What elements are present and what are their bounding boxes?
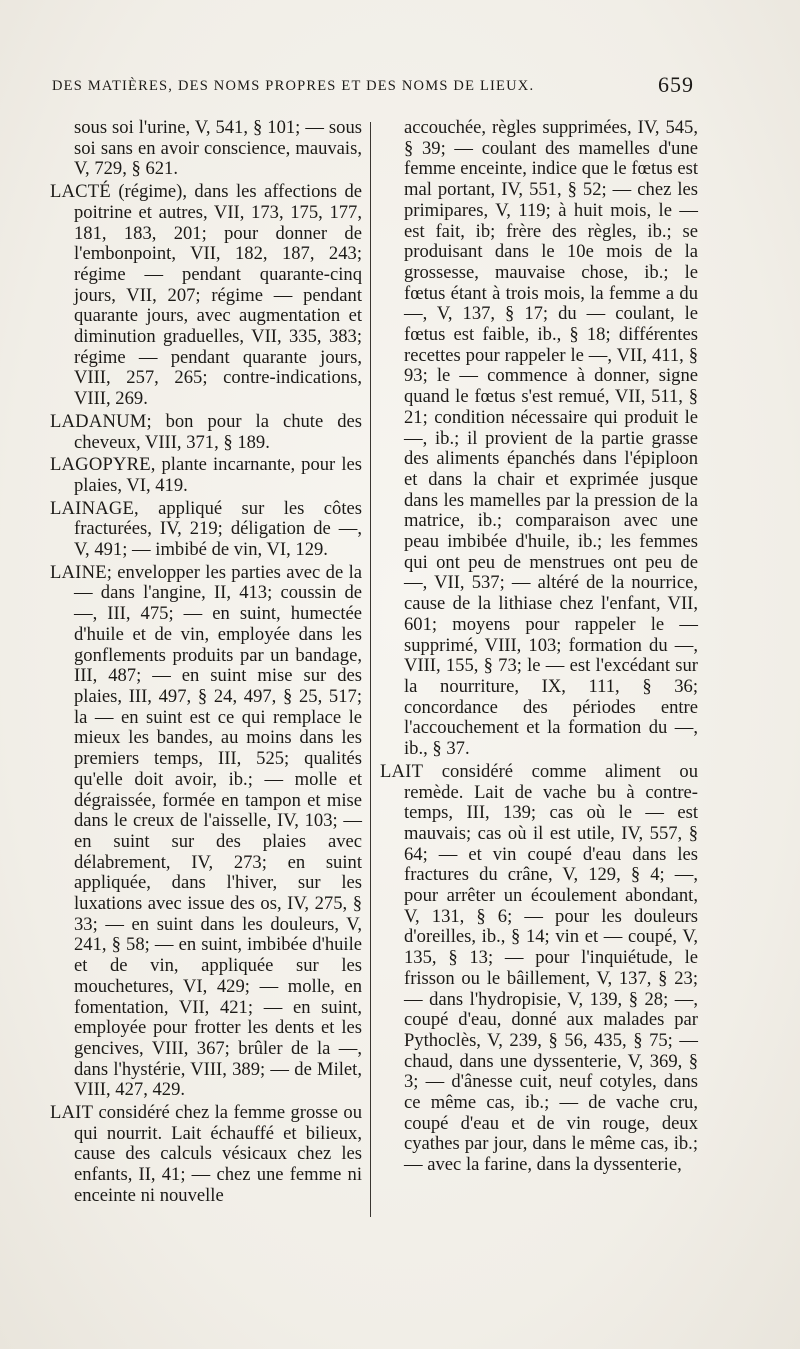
index-entry <box>50 118 362 180</box>
entry-head: LADANUM <box>50 410 147 432</box>
entry-text: ; envelopper les parties avec de la — dans l'angine, II, 413; coussin de —, III, 475; — en suint, humectée d'huile et de vin, employée dans les gonflements produits par un bandage, III, 487; — en suint mise sur des plaies, III, 497, § 24, 497, § 25, 517; la — en suint est ce qui remplace le mieux les bandes, au moins dans les premiers temps, III, 525; qualités qu'elle doit avoir, ib.; — molle et dégraissée, formée en tampon et mise dans le creux de l'aisselle, IV, 103; — en suint sur des plaies avec délabrement, IV, 273; en suint appliquée, dans l'hiver, sur les luxations avec issue des os, IV, 275, § 33; — en suint dans les douleurs, V, 241, § 58; — en suint, imbibée d'huile et de vin, appliquée sur les mouchetures, VI, 429; — molle, en fomentation, VII, 421; — en suint, employée pour frotter les dents et les gencives, VIII, 367; brûler de la —, dans l'hystérie, VIII, 389; — de Milet, VIII, 427, 429. <box>74 561 362 1101</box>
entry-head: LACTÉ <box>50 181 111 203</box>
entry-head: LAIT <box>380 760 424 782</box>
column-divider <box>370 122 371 1217</box>
index-entry <box>50 563 362 1101</box>
entry-text: ; bon pour la chute des cheveux, VIII, 371, § 189. <box>74 410 362 453</box>
index-entry <box>380 762 698 1176</box>
entry-text: sous soi l'urine, V, 541, § 101; — sous soi sans en avoir conscience, mauvais, V, 729, § 621. <box>74 117 362 180</box>
left-column <box>50 118 362 1209</box>
index-entry <box>380 118 698 760</box>
page-number: 659 <box>658 72 694 97</box>
entry-text: (régime), dans les affections de poitrine et autres, VII, 173, 175, 177, 181, 183, 201; pour donner de l'embonpoint, VII, 182, 187, 243; régime — pendant quarante-cinq jours, VII, 207; régime — pendant quarante jours, avec augmentation et diminution graduelles, VII, 335, 383; régime — pendant quarante jours, VIII, 257, 265; contre-indications, VIII, 269. <box>74 181 362 410</box>
index-entry <box>50 455 362 496</box>
index-entry <box>50 182 362 410</box>
entry-head: LAINE <box>50 561 107 583</box>
entry-head: LAINAGE <box>50 497 135 519</box>
entry-text: , plante incarnante, pour les plaies, VI, 419. <box>74 454 362 496</box>
entry-text: , appliqué sur les côtes fracturées, IV, 219; déligation de —, V, 491; — imbibé de vin, VI, 129. <box>74 497 362 561</box>
entry-head: LAIT <box>50 1102 94 1124</box>
entry-text: considéré comme aliment ou remède. Lait de vache bu à contre-temps, III, 139; cas où le — est mauvais; cas où il est utile, IV, 557, § 64; — et vin coupé d'eau dans les fractures du crâne, V, 129, § 4; —, pour arrêter un écoulement abondant, V, 131, § 6; — pour les douleurs d'oreilles, ib., § 14; vin et — coupé, V, 135, § 13; — pour l'inquiétude, le frisson ou le bâillement, V, 137, § 23; — dans l'hydropisie, V, 139, § 28; —, coupé d'eau, donné aux malades par Pythoclès, V, 239, § 56, 435, § 75; — chaud, dans une dyssenterie, V, 369, § 3; — d'ânesse cuit, neuf cotyles, dans ce même cas, ib.; — de vache cru, coupé d'eau et de vin rouge, deux cyathes par jour, dans le même cas, ib.; — avec la farine, dans la dyssenterie, <box>404 760 698 1176</box>
entry-head: LAGOPYRE <box>50 454 151 476</box>
index-entry <box>50 1103 362 1207</box>
running-head: DES MATIÈRES, DES NOMS PROPRES ET DES NOMS DE LIEUX. <box>52 78 535 94</box>
index-entry <box>50 412 362 453</box>
index-entry <box>50 499 362 561</box>
entry-text: considéré chez la femme grosse ou qui nourrit. Lait échauffé et bilieux, cause des calculs vésicaux chez les enfants, II, 41; — chez une femme ni enceinte ni nouvelle <box>74 1102 362 1206</box>
right-column <box>380 118 698 1178</box>
entry-text: accouchée, règles supprimées, IV, 545, § 39; — coulant des mamelles d'une femme enceinte, indice que le fœtus est mal portant, IV, 551, § 52; — chez les primipares, V, 119; à huit mois, le — est fait, ib; frère des règles, ib.; se produisant dans le 10e mois de la grossesse, mauvaise chose, ib.; le fœtus étant à trois mois, la femme a du —, V, 137, § 17; du — coulant, le fœtus est faible, ib., § 18; différentes recettes pour rappeler le —, VII, 411, § 93; le — commence à donner, signe quand le fœtus s'est remué, VII, 511, § 21; condition nécessaire qui produit le —, ib.; il provient de la partie grasse des aliments épanchés dans l'épiploon et dans la chair et exprimée jusque dans les mamelles par la pression de la matrice, ib.; comparaison avec une peau imbibée d'huile, ib.; les femmes qui ont peu de menstrues ont peu de —, VII, 537; — altéré de la nourrice, cause de la lithiase chez l'enfant, VII, 601; moyens pour rappeler le — supprimé, VIII, 103; formation du —, VIII, 155, § 73; le — est l'excédant sur la nourriture, IX, 111, § 36; concordance des périodes entre l'accouchement et la formation du —, ib., § 37. <box>404 117 698 760</box>
